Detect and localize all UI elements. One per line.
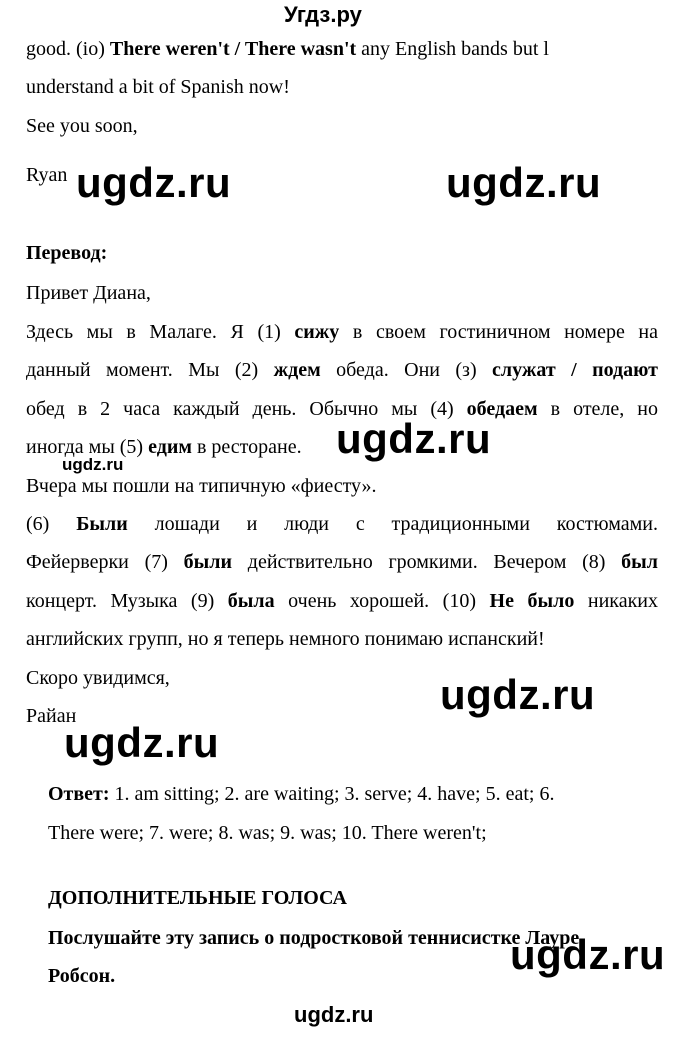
translation-line: данный момент. Мы (2) ждем обеда. Они (з) служат / подают <box>26 359 658 381</box>
answer-line-1: Ответ: 1. am sitting; 2. are waiting; 3. serve; 4. have; 5. eat; 6. <box>48 783 555 805</box>
translation-line: иногда мы (5) едим в ресторане. <box>26 436 302 458</box>
letter-line-2: understand a bit of Spanish now! <box>26 76 290 98</box>
translation-line: Вчера мы пошли на типичную «фиесту». <box>26 475 377 497</box>
answer-line-2: There were; 7. were; 8. was; 9. was; 10. There weren't; <box>48 822 487 844</box>
watermark: ugdz.ru <box>336 415 492 462</box>
translation-line: английских групп, но я теперь немного понимаю испанский! <box>26 628 545 650</box>
footer-watermark: ugdz.ru <box>294 1002 374 1027</box>
letter-line-1: good. (io) There weren't / There wasn't any English bands but l <box>26 38 549 60</box>
watermark: ugdz.ru <box>76 159 232 206</box>
translation-closing: Скоро увидимся, <box>26 667 170 689</box>
translation-line: Фейерверки (7) были действительно громкими. Вечером (8) был <box>26 551 658 573</box>
task-line-2: Робсон. <box>48 965 116 987</box>
watermark: ugdz.ru <box>64 719 220 766</box>
translation-heading: Перевод: <box>26 242 108 264</box>
watermark: ugdz.ru <box>62 455 124 474</box>
translation-line: обед в 2 часа каждый день. Обычно мы (4) обедаем в отеле, но <box>26 398 658 420</box>
task-line-1: Послушайте эту запись о подростковой теннисистке Лауре <box>48 927 580 949</box>
site-header-title: Угдз.ру <box>284 2 362 27</box>
translation-signature: Райан <box>26 705 77 727</box>
translation-line: Здесь мы в Малаге. Я (1) сижу в своем гостиничном номере на <box>26 321 659 343</box>
watermark: ugdz.ru <box>446 159 602 206</box>
letter-closing: See you soon, <box>26 115 138 137</box>
translation-line: (6) Были лошади и люди с традиционными костюмами. <box>26 513 658 535</box>
letter-signature: Ryan <box>26 164 68 186</box>
watermark: ugdz.ru <box>440 671 596 718</box>
watermark: ugdz.ru <box>510 931 666 978</box>
translation-greeting: Привет Диана, <box>26 282 151 304</box>
translation-line: концерт. Музыка (9) была очень хорошей. (10) Не было никаких <box>26 590 658 612</box>
section-heading: ДОПОЛНИТЕЛЬНЫЕ ГОЛОСА <box>48 887 347 909</box>
